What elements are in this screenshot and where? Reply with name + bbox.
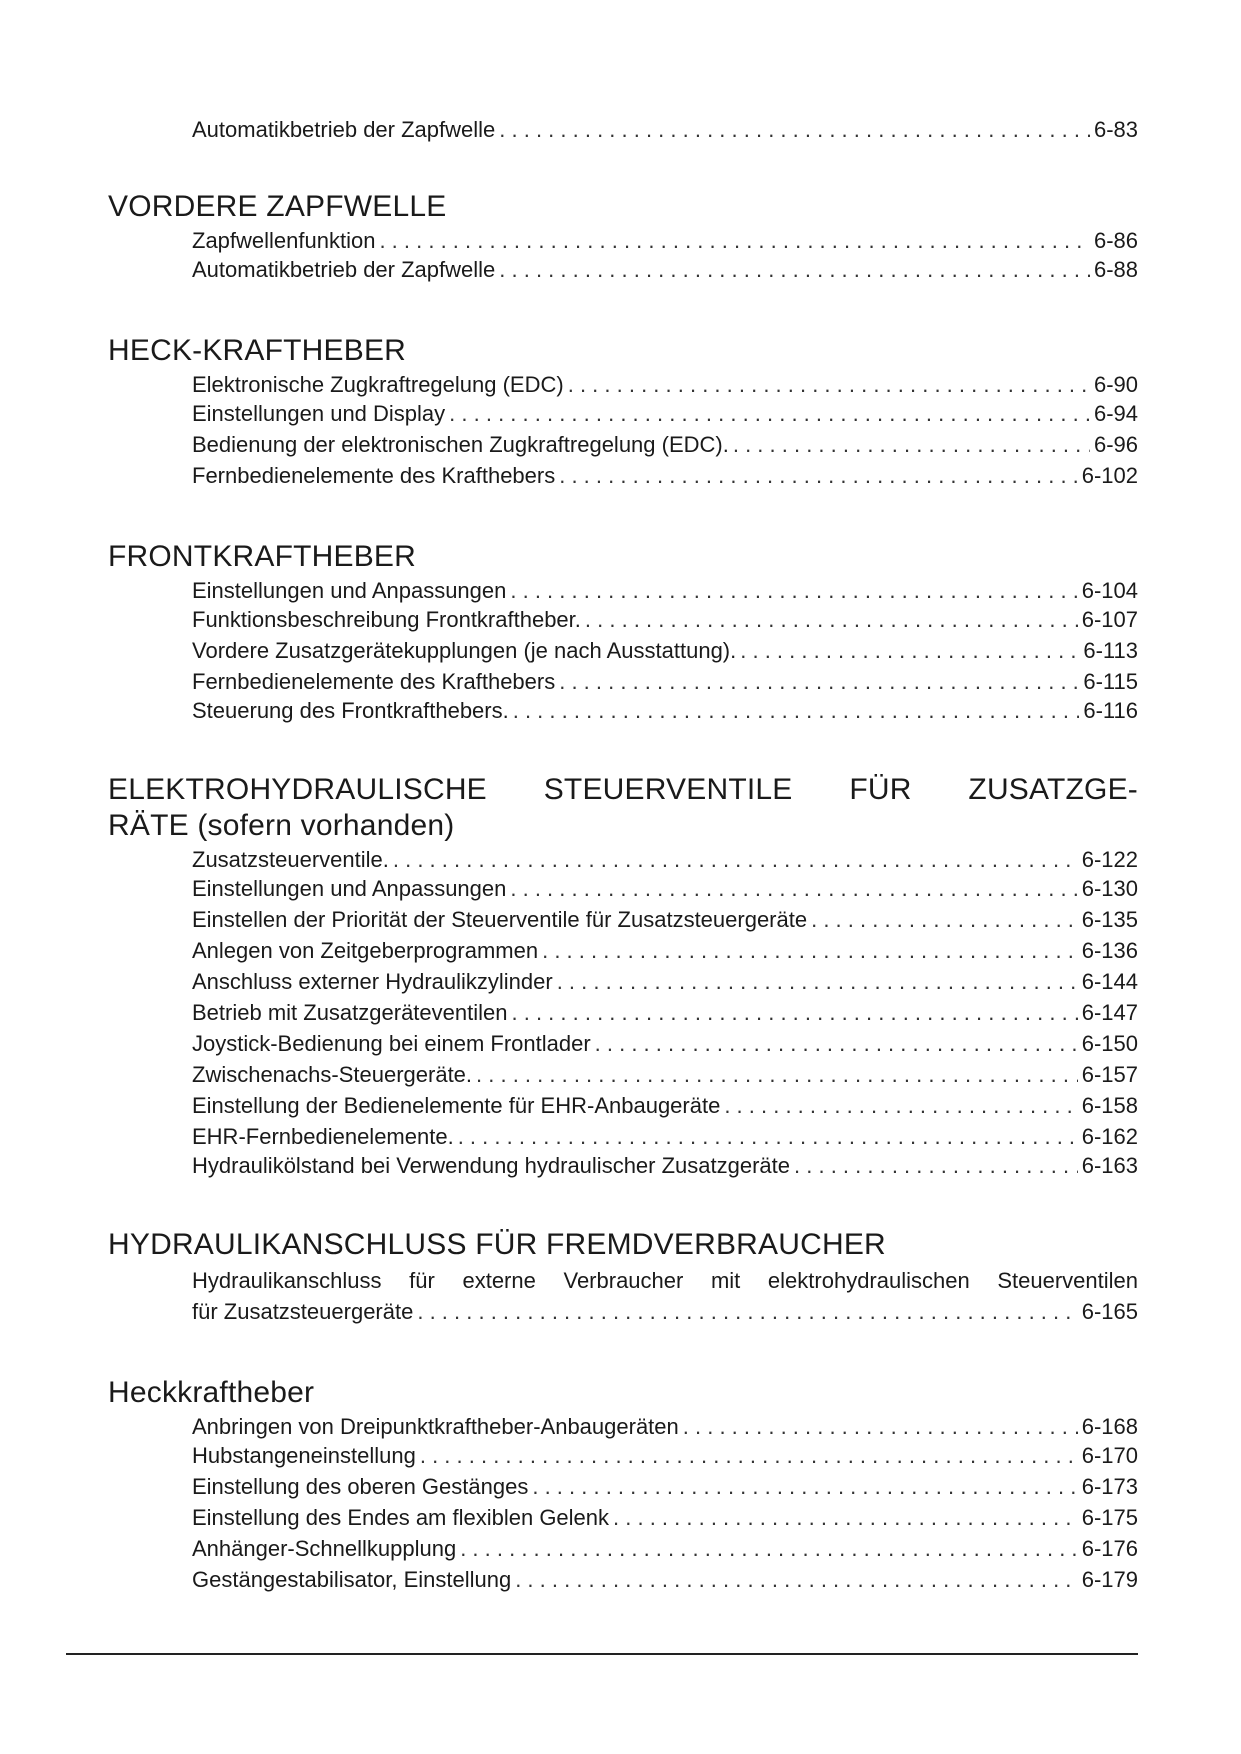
toc-entry[interactable] <box>192 254 1138 285</box>
toc-entry-page: 6-83 <box>1093 117 1138 142</box>
dot-leader <box>499 114 1090 145</box>
toc-entry[interactable] <box>192 904 1138 935</box>
toc-entry-page: 6-144 <box>1081 969 1138 994</box>
dot-leader <box>683 1413 1078 1440</box>
toc-entry-title: Anschluss externer Hydraulikzylinder <box>192 969 553 994</box>
toc-entry-title: Einstellen der Priorität der Steuerventile für Zusatzsteuergeräte <box>192 907 808 932</box>
toc-entry-page: 6-163 <box>1081 1153 1138 1178</box>
dot-leader <box>499 254 1090 285</box>
toc-entry-title-line1: Hydraulikanschluss für externe Verbraucher mit elektrohydraulischen Steuerventilen <box>192 1268 1138 1293</box>
toc-entry-page: 6-88 <box>1093 257 1138 282</box>
dot-leader <box>733 429 1090 460</box>
dot-leader <box>513 697 1080 724</box>
toc-entry[interactable] <box>192 604 1138 635</box>
section-heading <box>108 772 1138 844</box>
toc-entry[interactable] <box>192 1059 1138 1090</box>
toc-entry[interactable] <box>192 846 1138 873</box>
dot-leader <box>458 1121 1078 1152</box>
toc-entry-page: 6-107 <box>1081 607 1138 632</box>
toc-entry-page: 6-94 <box>1093 401 1138 426</box>
dot-leader <box>595 1028 1078 1059</box>
dot-leader <box>420 1440 1078 1471</box>
toc-entry[interactable] <box>192 1152 1138 1179</box>
toc-entry-page: 6-165 <box>1081 1299 1138 1324</box>
dot-leader <box>557 966 1078 997</box>
toc-entry[interactable] <box>192 577 1138 604</box>
toc-entry-page: 6-116 <box>1083 698 1138 723</box>
section-heading: HYDRAULIKANSCHLUSS FÜR FREMDVERBRAUCHER <box>108 1228 886 1261</box>
toc-entry-page: 6-170 <box>1081 1443 1138 1468</box>
toc-entry[interactable] <box>192 1121 1138 1152</box>
toc-entry-title: Anlegen von Zeitgeberprogrammen <box>192 938 539 963</box>
toc-entry-title: EHR-Fernbedienelemente. <box>192 1124 454 1149</box>
toc-entry[interactable] <box>192 1413 1138 1440</box>
toc-entry-title: Automatikbetrieb der Zapfwelle <box>192 257 496 282</box>
toc-entry-title: Zwischenachs-Steuergeräte. <box>192 1062 473 1087</box>
toc-entry-title: Funktionsbeschreibung Frontkraftheber. <box>192 607 581 632</box>
toc-entry-title: Anbringen von Dreipunktkraftheber-Anbaugeräten <box>192 1414 679 1439</box>
toc-entry-page: 6-113 <box>1083 638 1138 663</box>
toc-entry-title: Gestängestabilisator, Einstellung <box>192 1567 512 1592</box>
toc-entry-title: Einstellung des oberen Gestänges <box>192 1474 529 1499</box>
dot-leader <box>585 604 1078 635</box>
dot-leader <box>613 1502 1078 1533</box>
dot-leader <box>379 227 1090 254</box>
toc-entry-multiline[interactable] <box>192 1265 1138 1327</box>
toc-entry-title: Hubstangeneinstellung <box>192 1443 416 1468</box>
dot-leader <box>515 1564 1078 1595</box>
toc-entry-page: 6-176 <box>1081 1536 1138 1561</box>
toc-entry-title: Fernbedienelemente des Krafthebers <box>192 669 556 694</box>
section-heading: HECK-KRAFTHEBER <box>108 334 407 367</box>
toc-entry-page: 6-86 <box>1093 228 1138 253</box>
table-of-contents <box>108 114 1138 1595</box>
toc-entry-title: Hydraulikölstand bei Verwendung hydraulischer Zusatzgeräte <box>192 1153 791 1178</box>
toc-entry-title: Einstellungen und Anpassungen <box>192 578 507 603</box>
dot-leader <box>794 1152 1078 1179</box>
toc-entry-title: Einstellung des Endes am flexiblen Gelenk <box>192 1505 610 1530</box>
toc-entry[interactable] <box>192 1090 1138 1121</box>
toc-entry-page: 6-130 <box>1081 876 1138 901</box>
dot-leader <box>510 577 1077 604</box>
toc-entry-page: 6-96 <box>1093 432 1138 457</box>
toc-entry-title: Vordere Zusatzgerätekupplungen (je nach Ausstattung). <box>192 638 737 663</box>
toc-entry-title: Fernbedienelemente des Krafthebers <box>192 463 556 488</box>
toc-entry-title: Zapfwellenfunktion <box>192 228 376 253</box>
dot-leader <box>510 873 1077 904</box>
toc-entry-page: 6-147 <box>1081 1000 1138 1025</box>
dot-leader <box>476 1059 1078 1090</box>
toc-entry-title: für Zusatzsteuergeräte <box>192 1299 414 1324</box>
toc-entry-title: Automatikbetrieb der Zapfwelle <box>192 117 496 142</box>
toc-entry-title: Steuerung des Frontkrafthebers. <box>192 698 509 723</box>
toc-entry[interactable] <box>192 1028 1138 1059</box>
dot-leader <box>460 1533 1078 1564</box>
dot-leader <box>811 904 1078 935</box>
toc-entry[interactable] <box>192 1440 1138 1471</box>
section-heading: FRONTKRAFTHEBER <box>108 540 417 573</box>
dot-leader <box>512 997 1078 1028</box>
toc-entry-page: 6-175 <box>1081 1505 1138 1530</box>
toc-entry[interactable] <box>192 997 1138 1028</box>
toc-entry[interactable] <box>192 635 1138 666</box>
toc-entry-page: 6-135 <box>1081 907 1138 932</box>
section-heading-line1: ELEKTROHYDRAULISCHE STEUERVENTILE FÜR ZUSATZGE- <box>108 773 1138 806</box>
toc-entry-page: 6-150 <box>1081 1031 1138 1056</box>
toc-entry[interactable] <box>192 114 1138 145</box>
toc-entry-title-line2 <box>192 1296 1138 1327</box>
toc-entry[interactable] <box>192 1564 1138 1595</box>
toc-entry-title: Elektronische Zugkraftregelung (EDC) <box>192 372 564 397</box>
toc-entry-page: 6-90 <box>1093 372 1138 397</box>
toc-entry-page: 6-136 <box>1081 938 1138 963</box>
dot-leader <box>417 1296 1077 1327</box>
toc-entry-page: 6-102 <box>1081 463 1138 488</box>
toc-entry[interactable] <box>192 1502 1138 1533</box>
toc-entry-title: Joystick-Bedienung bei einem Frontlader <box>192 1031 591 1056</box>
toc-entry[interactable] <box>192 1533 1138 1564</box>
toc-entry[interactable] <box>192 697 1138 724</box>
toc-entry-title: Betrieb mit Zusatzgeräteventilen <box>192 1000 508 1025</box>
dot-leader <box>449 398 1090 429</box>
dot-leader <box>724 1090 1077 1121</box>
dot-leader <box>532 1471 1077 1502</box>
toc-entry-page: 6-122 <box>1081 847 1138 872</box>
section-heading-line2: RÄTE (sofern vorhanden) <box>108 809 455 842</box>
section-heading: Heckkraftheber <box>108 1376 315 1409</box>
toc-entry-page: 6-104 <box>1081 578 1138 603</box>
dot-leader <box>559 666 1079 697</box>
toc-entry-page: 6-168 <box>1081 1414 1138 1439</box>
toc-entry-page: 6-157 <box>1081 1062 1138 1087</box>
toc-entry-title: Anhänger-Schnellkupplung <box>192 1536 457 1561</box>
toc-entry[interactable] <box>192 666 1138 697</box>
toc-entry[interactable] <box>192 227 1138 254</box>
footer-divider <box>66 1653 1138 1655</box>
toc-entry[interactable] <box>192 966 1138 997</box>
toc-entry-title: Einstellungen und Anpassungen <box>192 876 507 901</box>
toc-entry-page: 6-173 <box>1081 1474 1138 1499</box>
toc-entry-title: Zusatzsteuerventile. <box>192 847 389 872</box>
dot-leader <box>393 846 1078 873</box>
dot-leader <box>740 635 1079 666</box>
toc-entry[interactable] <box>192 429 1138 460</box>
dot-leader <box>542 935 1078 966</box>
toc-entry-page: 6-179 <box>1081 1567 1138 1592</box>
section-heading: VORDERE ZAPFWELLE <box>108 190 447 223</box>
toc-entry[interactable] <box>192 371 1138 398</box>
dot-leader <box>568 371 1090 398</box>
toc-entry[interactable] <box>192 398 1138 429</box>
toc-entry-page: 6-115 <box>1083 669 1138 694</box>
toc-entry[interactable] <box>192 873 1138 904</box>
dot-leader <box>559 460 1077 491</box>
toc-entry[interactable] <box>192 1471 1138 1502</box>
toc-entry-page: 6-158 <box>1081 1093 1138 1118</box>
toc-entry[interactable] <box>192 460 1138 491</box>
toc-entry-page: 6-162 <box>1081 1124 1138 1149</box>
toc-entry-title: Einstellungen und Display <box>192 401 446 426</box>
toc-entry-title: Bedienung der elektronischen Zugkraftregelung (EDC). <box>192 432 729 457</box>
toc-entry-title: Einstellung der Bedienelemente für EHR-Anbaugeräte <box>192 1093 721 1118</box>
toc-entry[interactable] <box>192 935 1138 966</box>
